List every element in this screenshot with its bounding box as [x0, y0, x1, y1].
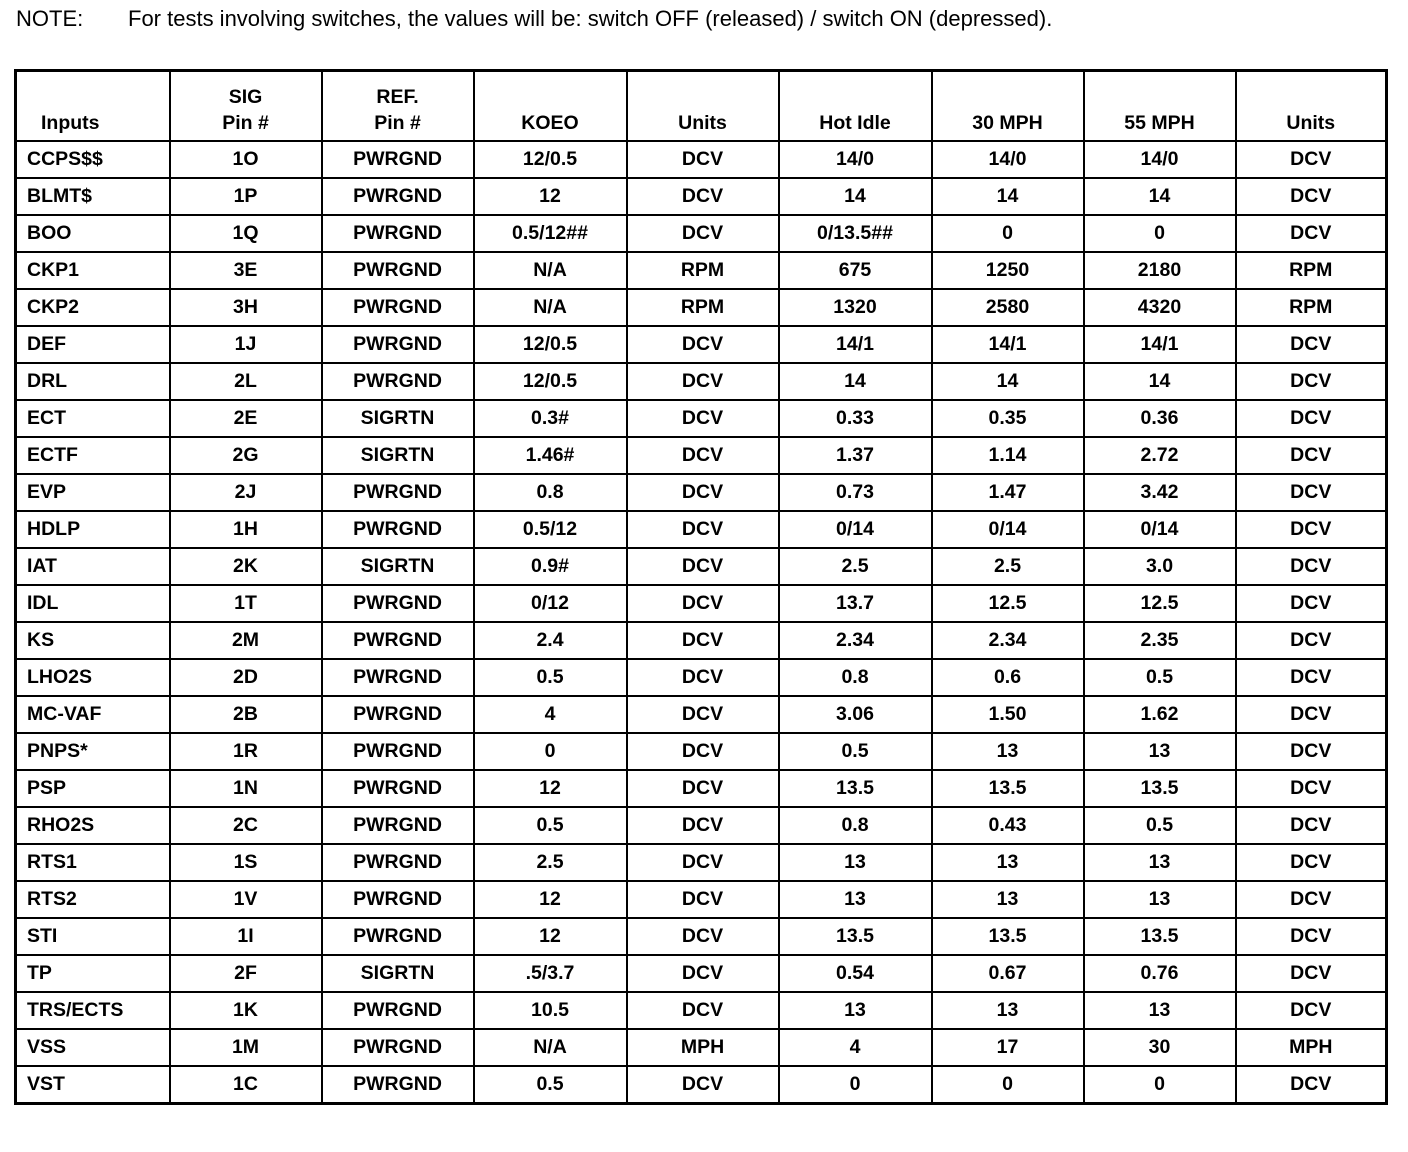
table-row: [16, 696, 1387, 733]
cell-units: DCV: [627, 141, 779, 178]
cell-30-mph: 14: [932, 363, 1084, 400]
cell-30-mph: 2580: [932, 289, 1084, 326]
cell-55-mph: 2.35: [1084, 622, 1236, 659]
cell-30-mph: 13.5: [932, 770, 1084, 807]
note-text: For tests involving switches, the values will be: switch OFF (released) / switch ON (depressed).: [128, 6, 1053, 31]
cell-30-mph: 0.6: [932, 659, 1084, 696]
cell-koeo: 2.5: [474, 844, 627, 881]
cell-ref-pin: PWRGND: [322, 178, 474, 215]
cell-hot-idle: 13: [779, 992, 932, 1029]
cell-55-mph: 30: [1084, 1029, 1236, 1066]
cell-sig-pin: 3H: [170, 289, 322, 326]
cell-55-mph: 14: [1084, 363, 1236, 400]
cell-units: DCV: [627, 733, 779, 770]
cell-units: DCV: [627, 178, 779, 215]
table-row: [16, 548, 1387, 585]
cell-inputs: CCPS$$: [16, 141, 170, 178]
cell-hot-idle: 0/14: [779, 511, 932, 548]
cell-units: DCV: [627, 844, 779, 881]
cell-ref-pin: PWRGND: [322, 326, 474, 363]
cell-55-mph: 0: [1084, 1066, 1236, 1104]
cell-koeo: 12/0.5: [474, 326, 627, 363]
cell-koeo: 12: [474, 881, 627, 918]
header-hot-idle: [779, 71, 932, 142]
cell-ref-pin: PWRGND: [322, 585, 474, 622]
cell-units: DCV: [627, 326, 779, 363]
cell-units: DCV: [627, 770, 779, 807]
cell-sig-pin: 2D: [170, 659, 322, 696]
cell-ref-pin: PWRGND: [322, 1029, 474, 1066]
cell-30-mph: 14/1: [932, 326, 1084, 363]
header-text: Inputs: [41, 112, 100, 134]
header-text: 55 MPH: [1124, 112, 1195, 134]
cell-hot-idle: 14/0: [779, 141, 932, 178]
cell-units: DCV: [627, 511, 779, 548]
cell-30-mph: 0: [932, 215, 1084, 252]
cell-koeo: 0.5/12##: [474, 215, 627, 252]
cell-koeo: 12: [474, 918, 627, 955]
cell-ref-pin: SIGRTN: [322, 955, 474, 992]
cell-ref-pin: PWRGND: [322, 918, 474, 955]
cell-units: DCV: [627, 548, 779, 585]
cell-ref-pin: PWRGND: [322, 252, 474, 289]
cell-ref-pin: PWRGND: [322, 881, 474, 918]
table-row: [16, 474, 1387, 511]
cell-hot-idle: 14: [779, 178, 932, 215]
cell-hot-idle: 14/1: [779, 326, 932, 363]
cell-30-mph: 0.43: [932, 807, 1084, 844]
cell-30-mph: 2.34: [932, 622, 1084, 659]
cell-ref-pin: PWRGND: [322, 696, 474, 733]
cell-sig-pin: 2K: [170, 548, 322, 585]
cell-hot-idle: 1320: [779, 289, 932, 326]
cell-units: RPM: [627, 289, 779, 326]
header-55-mph: [1084, 71, 1236, 142]
table-row: [16, 511, 1387, 548]
cell-inputs: DRL: [16, 363, 170, 400]
table-row: [16, 881, 1387, 918]
cell-units-2: RPM: [1236, 289, 1387, 326]
table-row: [16, 733, 1387, 770]
cell-inputs: TP: [16, 955, 170, 992]
cell-inputs: ECTF: [16, 437, 170, 474]
cell-koeo: N/A: [474, 289, 627, 326]
cell-55-mph: 0.5: [1084, 807, 1236, 844]
cell-koeo: 0/12: [474, 585, 627, 622]
cell-55-mph: 13.5: [1084, 918, 1236, 955]
cell-hot-idle: 675: [779, 252, 932, 289]
cell-55-mph: 2.72: [1084, 437, 1236, 474]
cell-koeo: N/A: [474, 1029, 627, 1066]
cell-units: DCV: [627, 622, 779, 659]
cell-sig-pin: 1T: [170, 585, 322, 622]
cell-30-mph: 1.14: [932, 437, 1084, 474]
cell-inputs: STI: [16, 918, 170, 955]
cell-units-2: DCV: [1236, 807, 1387, 844]
header-text: Hot Idle: [819, 112, 891, 134]
cell-hot-idle: 13.5: [779, 918, 932, 955]
cell-sig-pin: 1N: [170, 770, 322, 807]
cell-sig-pin: 3E: [170, 252, 322, 289]
cell-sig-pin: 1P: [170, 178, 322, 215]
header-units: [627, 71, 779, 142]
cell-55-mph: 0.5: [1084, 659, 1236, 696]
cell-30-mph: 17: [932, 1029, 1084, 1066]
table-row: [16, 844, 1387, 881]
cell-55-mph: 14/0: [1084, 141, 1236, 178]
cell-koeo: 10.5: [474, 992, 627, 1029]
cell-ref-pin: PWRGND: [322, 844, 474, 881]
cell-hot-idle: 13.5: [779, 770, 932, 807]
table-row: [16, 141, 1387, 178]
cell-hot-idle: 0.54: [779, 955, 932, 992]
cell-sig-pin: 1I: [170, 918, 322, 955]
cell-inputs: KS: [16, 622, 170, 659]
table-row: [16, 252, 1387, 289]
cell-units: RPM: [627, 252, 779, 289]
cell-inputs: RTS2: [16, 881, 170, 918]
cell-30-mph: 13: [932, 733, 1084, 770]
table-row: [16, 1029, 1387, 1066]
cell-units-2: RPM: [1236, 252, 1387, 289]
cell-30-mph: 14/0: [932, 141, 1084, 178]
cell-units-2: DCV: [1236, 696, 1387, 733]
cell-ref-pin: PWRGND: [322, 807, 474, 844]
cell-units: DCV: [627, 696, 779, 733]
cell-units-2: DCV: [1236, 400, 1387, 437]
cell-units-2: DCV: [1236, 622, 1387, 659]
cell-30-mph: 0.67: [932, 955, 1084, 992]
cell-ref-pin: SIGRTN: [322, 437, 474, 474]
cell-units: DCV: [627, 992, 779, 1029]
cell-sig-pin: 2B: [170, 696, 322, 733]
cell-30-mph: 1.47: [932, 474, 1084, 511]
cell-30-mph: 0: [932, 1066, 1084, 1104]
header-text: Units: [678, 112, 727, 134]
cell-55-mph: 3.42: [1084, 474, 1236, 511]
cell-sig-pin: 2M: [170, 622, 322, 659]
cell-units-2: MPH: [1236, 1029, 1387, 1066]
cell-units-2: DCV: [1236, 1066, 1387, 1104]
cell-ref-pin: SIGRTN: [322, 548, 474, 585]
header-koeo: [474, 71, 627, 142]
cell-30-mph: 12.5: [932, 585, 1084, 622]
header-text: Pin #: [374, 112, 421, 134]
cell-units-2: DCV: [1236, 511, 1387, 548]
cell-sig-pin: 1S: [170, 844, 322, 881]
cell-30-mph: 2.5: [932, 548, 1084, 585]
table-row: [16, 437, 1387, 474]
cell-sig-pin: 1R: [170, 733, 322, 770]
cell-sig-pin: 1C: [170, 1066, 322, 1104]
cell-koeo: .5/3.7: [474, 955, 627, 992]
cell-hot-idle: 13: [779, 881, 932, 918]
table-row: [16, 807, 1387, 844]
cell-inputs: HDLP: [16, 511, 170, 548]
cell-inputs: CKP2: [16, 289, 170, 326]
cell-inputs: CKP1: [16, 252, 170, 289]
cell-units: DCV: [627, 437, 779, 474]
cell-hot-idle: 1.37: [779, 437, 932, 474]
cell-sig-pin: 1Q: [170, 215, 322, 252]
cell-koeo: 12: [474, 178, 627, 215]
cell-30-mph: 0.35: [932, 400, 1084, 437]
table-row: [16, 585, 1387, 622]
cell-inputs: LHO2S: [16, 659, 170, 696]
table-row: [16, 363, 1387, 400]
cell-ref-pin: PWRGND: [322, 511, 474, 548]
cell-units-2: DCV: [1236, 955, 1387, 992]
cell-units: DCV: [627, 881, 779, 918]
cell-sig-pin: 1J: [170, 326, 322, 363]
cell-units: DCV: [627, 659, 779, 696]
cell-units: DCV: [627, 215, 779, 252]
cell-hot-idle: 0: [779, 1066, 932, 1104]
cell-ref-pin: SIGRTN: [322, 400, 474, 437]
cell-koeo: 0.5/12: [474, 511, 627, 548]
cell-inputs: ECT: [16, 400, 170, 437]
cell-koeo: 0.5: [474, 1066, 627, 1104]
cell-koeo: 0.3#: [474, 400, 627, 437]
cell-units-2: DCV: [1236, 548, 1387, 585]
cell-hot-idle: 2.5: [779, 548, 932, 585]
cell-units-2: DCV: [1236, 844, 1387, 881]
cell-hot-idle: 4: [779, 1029, 932, 1066]
cell-inputs: TRS/ECTS: [16, 992, 170, 1029]
table-row: [16, 622, 1387, 659]
cell-koeo: 0.8: [474, 474, 627, 511]
header-ref-pin: [322, 71, 474, 142]
table-row: [16, 215, 1387, 252]
cell-inputs: EVP: [16, 474, 170, 511]
cell-hot-idle: 0.5: [779, 733, 932, 770]
cell-ref-pin: PWRGND: [322, 659, 474, 696]
cell-hot-idle: 13: [779, 844, 932, 881]
cell-30-mph: 0/14: [932, 511, 1084, 548]
cell-units: DCV: [627, 363, 779, 400]
header-30-mph: [932, 71, 1084, 142]
cell-koeo: 2.4: [474, 622, 627, 659]
cell-inputs: PSP: [16, 770, 170, 807]
cell-sig-pin: 1H: [170, 511, 322, 548]
header-text: REF.: [376, 86, 419, 108]
cell-units: DCV: [627, 807, 779, 844]
cell-units: DCV: [627, 585, 779, 622]
cell-ref-pin: PWRGND: [322, 622, 474, 659]
cell-koeo: 0: [474, 733, 627, 770]
cell-koeo: 12/0.5: [474, 141, 627, 178]
cell-ref-pin: PWRGND: [322, 474, 474, 511]
cell-sig-pin: 2E: [170, 400, 322, 437]
cell-55-mph: 12.5: [1084, 585, 1236, 622]
cell-units-2: DCV: [1236, 881, 1387, 918]
cell-55-mph: 2180: [1084, 252, 1236, 289]
table-row: [16, 400, 1387, 437]
note: [16, 6, 1052, 32]
cell-hot-idle: 14: [779, 363, 932, 400]
cell-koeo: 0.5: [474, 659, 627, 696]
cell-inputs: VST: [16, 1066, 170, 1104]
cell-55-mph: 0: [1084, 215, 1236, 252]
cell-55-mph: 3.0: [1084, 548, 1236, 585]
header-row: [16, 71, 1387, 142]
cell-units-2: DCV: [1236, 363, 1387, 400]
cell-units: DCV: [627, 400, 779, 437]
cell-ref-pin: PWRGND: [322, 215, 474, 252]
cell-ref-pin: PWRGND: [322, 141, 474, 178]
cell-hot-idle: 0.33: [779, 400, 932, 437]
cell-units: DCV: [627, 474, 779, 511]
cell-inputs: RHO2S: [16, 807, 170, 844]
header-text: SIG: [228, 86, 263, 108]
cell-koeo: 0.5: [474, 807, 627, 844]
cell-units-2: DCV: [1236, 585, 1387, 622]
cell-units-2: DCV: [1236, 659, 1387, 696]
cell-units-2: DCV: [1236, 733, 1387, 770]
cell-units: DCV: [627, 1066, 779, 1104]
cell-koeo: 0.9#: [474, 548, 627, 585]
cell-55-mph: 13: [1084, 881, 1236, 918]
header-units-2: [1236, 71, 1387, 142]
cell-inputs: PNPS*: [16, 733, 170, 770]
cell-hot-idle: 13.7: [779, 585, 932, 622]
cell-hot-idle: 0.73: [779, 474, 932, 511]
cell-30-mph: 13: [932, 992, 1084, 1029]
cell-units: DCV: [627, 918, 779, 955]
table-row: [16, 178, 1387, 215]
cell-ref-pin: PWRGND: [322, 289, 474, 326]
cell-koeo: 12: [474, 770, 627, 807]
cell-units: MPH: [627, 1029, 779, 1066]
cell-sig-pin: 1M: [170, 1029, 322, 1066]
cell-units-2: DCV: [1236, 770, 1387, 807]
cell-inputs: IAT: [16, 548, 170, 585]
table-row: [16, 289, 1387, 326]
cell-ref-pin: PWRGND: [322, 992, 474, 1029]
cell-koeo: 12/0.5: [474, 363, 627, 400]
cell-units-2: DCV: [1236, 437, 1387, 474]
cell-sig-pin: 1K: [170, 992, 322, 1029]
pin-values-table: [14, 69, 1388, 1105]
cell-30-mph: 13: [932, 881, 1084, 918]
header-text: Units: [1286, 112, 1336, 134]
table-row: [16, 659, 1387, 696]
cell-hot-idle: 0.8: [779, 807, 932, 844]
cell-30-mph: 13: [932, 844, 1084, 881]
cell-inputs: BLMT$: [16, 178, 170, 215]
cell-55-mph: 1.62: [1084, 696, 1236, 733]
cell-sig-pin: 1O: [170, 141, 322, 178]
table-row: [16, 326, 1387, 363]
cell-inputs: VSS: [16, 1029, 170, 1066]
cell-30-mph: 1.50: [932, 696, 1084, 733]
cell-sig-pin: 2C: [170, 807, 322, 844]
cell-30-mph: 13.5: [932, 918, 1084, 955]
cell-55-mph: 4320: [1084, 289, 1236, 326]
header-text: Pin #: [222, 112, 269, 134]
cell-inputs: DEF: [16, 326, 170, 363]
table-row: [16, 992, 1387, 1029]
cell-55-mph: 13: [1084, 844, 1236, 881]
cell-55-mph: 14/1: [1084, 326, 1236, 363]
cell-55-mph: 13: [1084, 992, 1236, 1029]
cell-ref-pin: PWRGND: [322, 733, 474, 770]
cell-sig-pin: 2F: [170, 955, 322, 992]
cell-sig-pin: 2J: [170, 474, 322, 511]
cell-inputs: IDL: [16, 585, 170, 622]
cell-units-2: DCV: [1236, 918, 1387, 955]
header-sig-pin: [170, 71, 322, 142]
cell-koeo: 4: [474, 696, 627, 733]
cell-55-mph: 0/14: [1084, 511, 1236, 548]
cell-ref-pin: PWRGND: [322, 770, 474, 807]
cell-hot-idle: 0/13.5##: [779, 215, 932, 252]
cell-hot-idle: 3.06: [779, 696, 932, 733]
cell-55-mph: 13.5: [1084, 770, 1236, 807]
table-row: [16, 770, 1387, 807]
cell-inputs: MC-VAF: [16, 696, 170, 733]
table-row: [16, 1066, 1387, 1104]
cell-ref-pin: PWRGND: [322, 1066, 474, 1104]
cell-30-mph: 14: [932, 178, 1084, 215]
header-inputs: [16, 71, 170, 142]
cell-55-mph: 14: [1084, 178, 1236, 215]
cell-units-2: DCV: [1236, 474, 1387, 511]
cell-30-mph: 1250: [932, 252, 1084, 289]
cell-hot-idle: 0.8: [779, 659, 932, 696]
cell-hot-idle: 2.34: [779, 622, 932, 659]
table-row: [16, 955, 1387, 992]
cell-ref-pin: PWRGND: [322, 363, 474, 400]
cell-units-2: DCV: [1236, 215, 1387, 252]
cell-sig-pin: 2L: [170, 363, 322, 400]
cell-units-2: DCV: [1236, 992, 1387, 1029]
cell-sig-pin: 2G: [170, 437, 322, 474]
cell-55-mph: 0.36: [1084, 400, 1236, 437]
cell-55-mph: 0.76: [1084, 955, 1236, 992]
cell-units-2: DCV: [1236, 141, 1387, 178]
cell-koeo: 1.46#: [474, 437, 627, 474]
header-text: 30 MPH: [972, 112, 1043, 134]
header-text: KOEO: [521, 112, 579, 134]
cell-sig-pin: 1V: [170, 881, 322, 918]
cell-units: DCV: [627, 955, 779, 992]
cell-inputs: BOO: [16, 215, 170, 252]
cell-55-mph: 13: [1084, 733, 1236, 770]
cell-koeo: N/A: [474, 252, 627, 289]
cell-units-2: DCV: [1236, 178, 1387, 215]
table-row: [16, 918, 1387, 955]
cell-units-2: DCV: [1236, 326, 1387, 363]
cell-inputs: RTS1: [16, 844, 170, 881]
note-label: NOTE:: [16, 6, 84, 31]
